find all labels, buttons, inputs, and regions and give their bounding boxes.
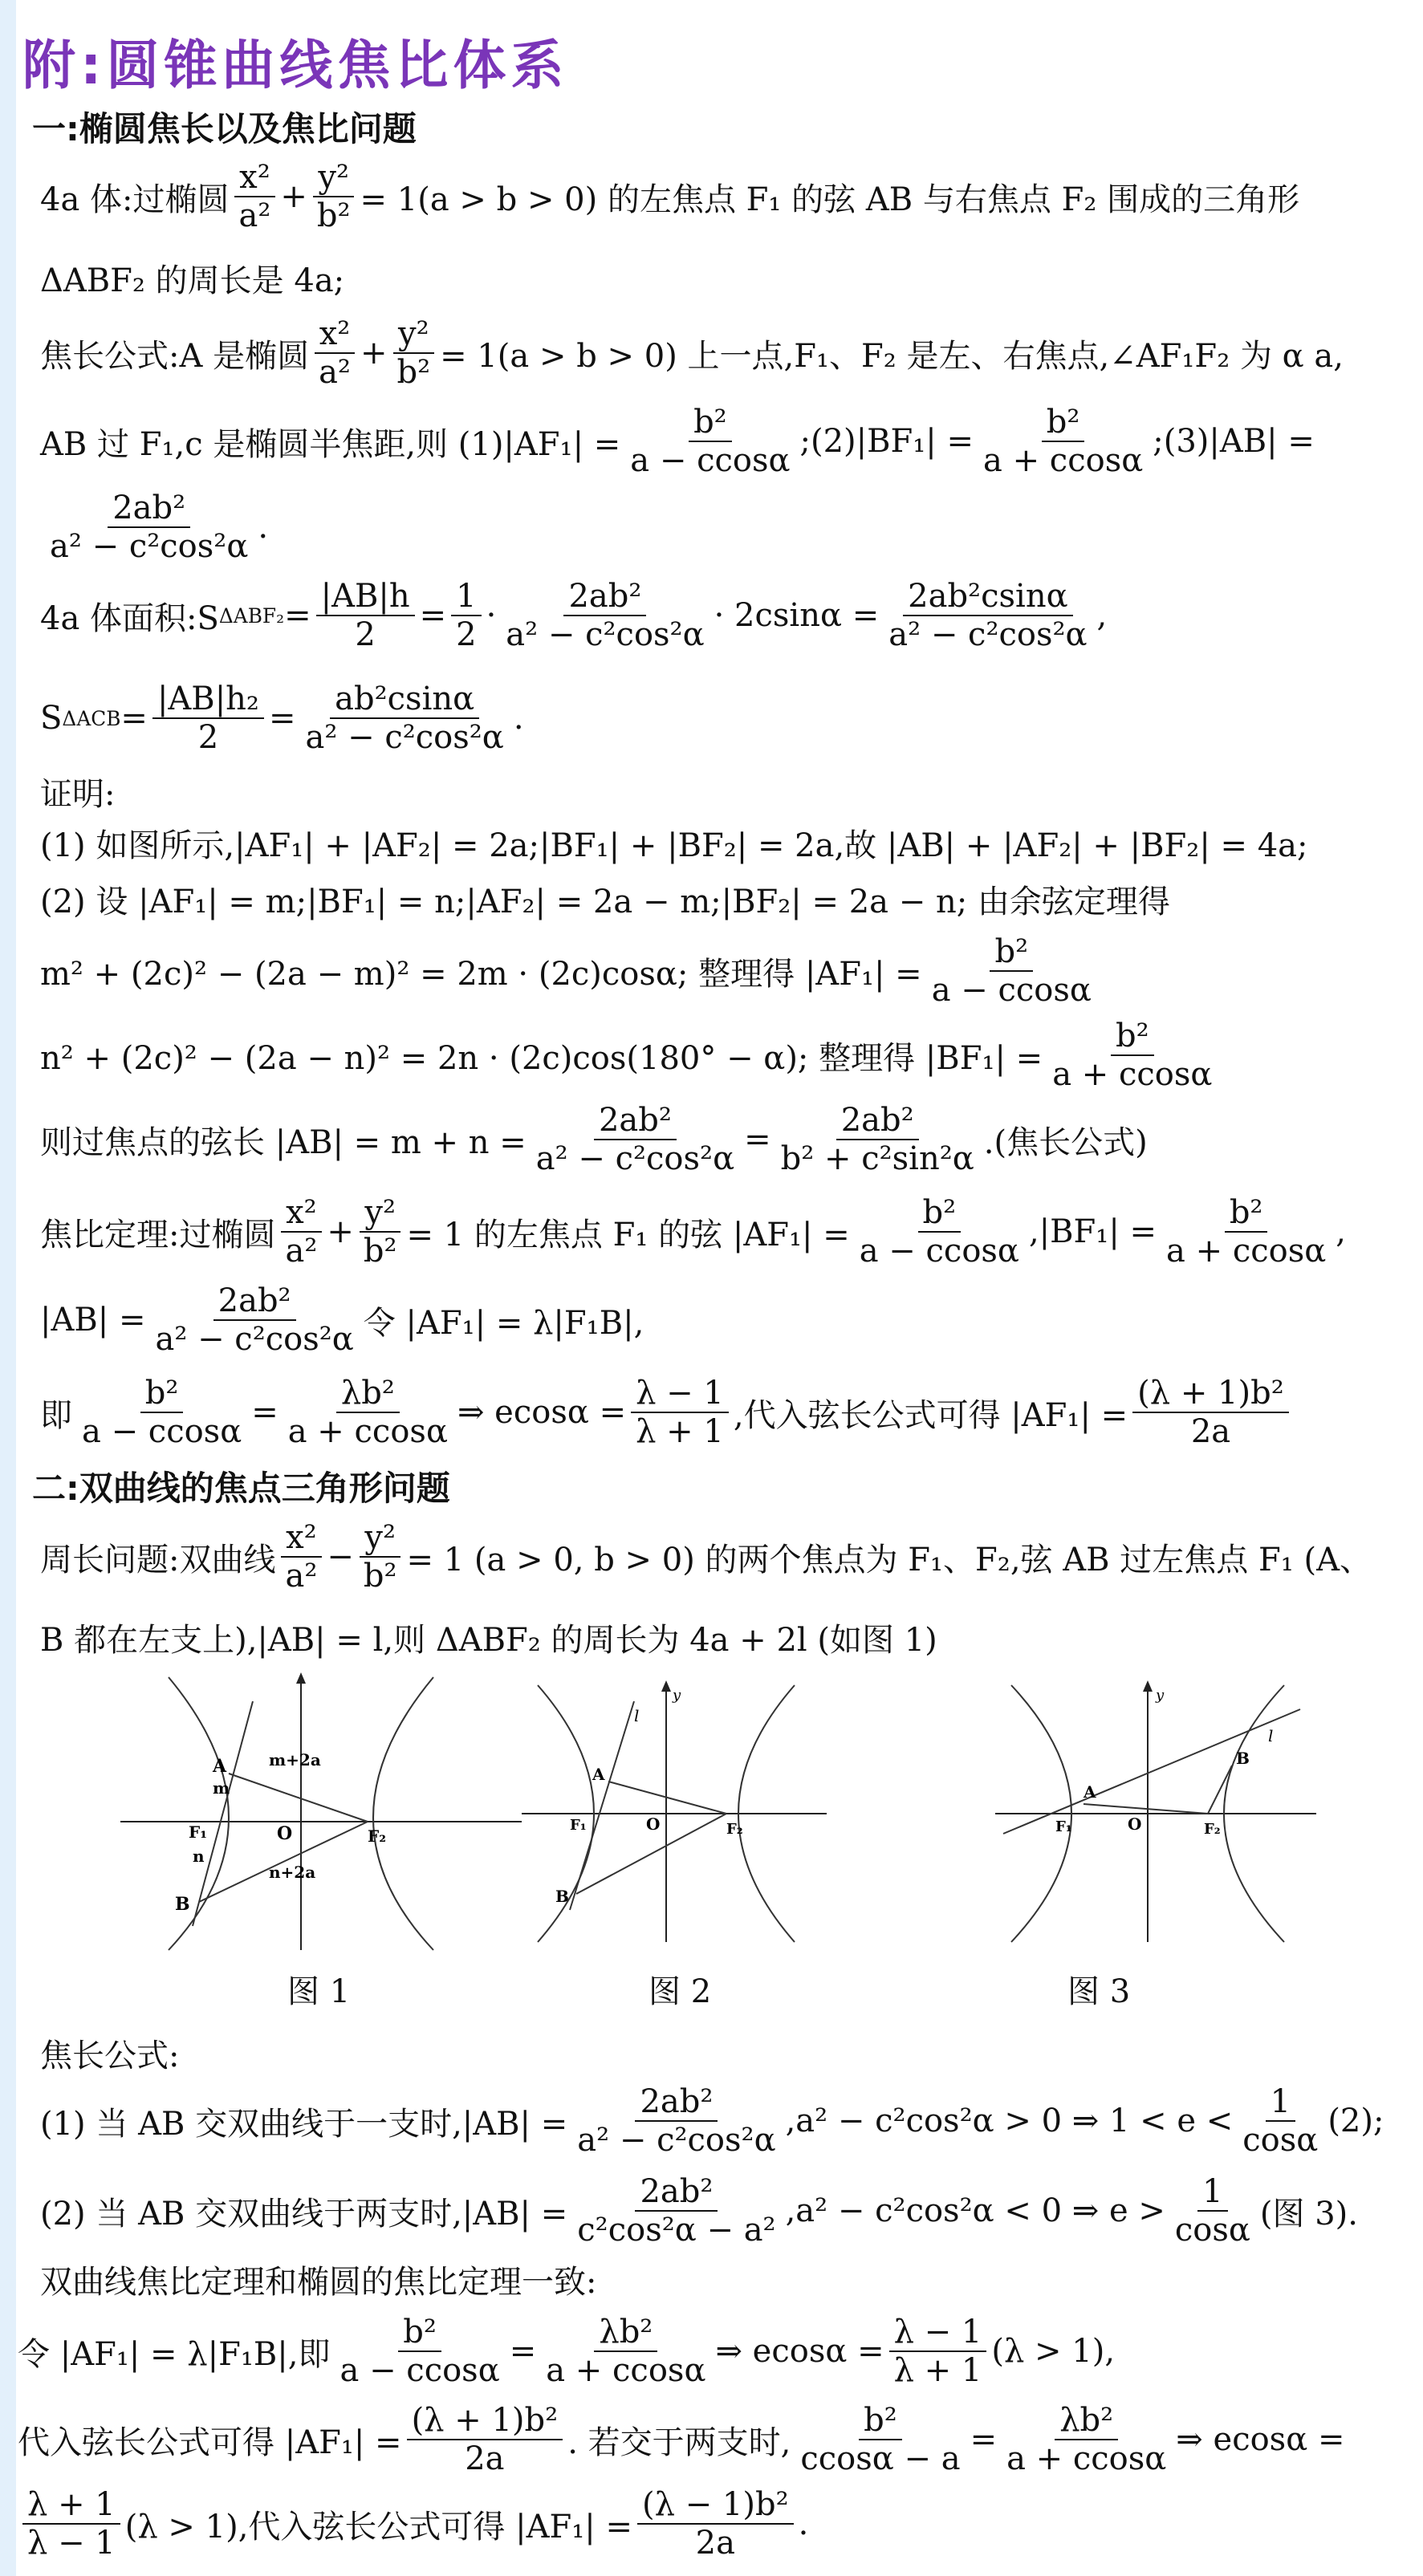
fraction	[1170, 2175, 1255, 2247]
label-m2a: m+2a	[269, 1750, 321, 1769]
focal-length-formulas	[40, 405, 1315, 477]
label-a: A	[592, 1765, 605, 1784]
fraction	[572, 2085, 780, 2157]
plus: +	[360, 335, 388, 372]
fraction	[776, 1103, 979, 1176]
denominator: b²	[363, 1558, 397, 1595]
caption-fig-1: 图 1	[287, 1973, 351, 2010]
label-o: O	[646, 1814, 661, 1834]
caption-fig-3: 图 3	[1067, 1973, 1131, 2010]
numerator: 2ab²	[836, 1103, 919, 1140]
denominator: a²	[285, 1558, 318, 1595]
numerator: (λ + 1)b²	[1132, 1376, 1289, 1413]
chord-length-formula	[40, 491, 268, 563]
fraction	[316, 579, 415, 652]
text-run: 令 |AF₁| = λ|F₁B|,即	[18, 2335, 331, 2373]
figure-1	[112, 1669, 530, 1958]
hyperbola-focal-length-label: 焦长公式:	[40, 2038, 180, 2074]
text-run: · 2csinα =	[714, 597, 880, 634]
page-title: 附:圆锥曲线焦比体系	[22, 35, 569, 96]
text-run: ,	[1336, 1213, 1346, 1250]
ellipse-4a-statement	[40, 160, 1299, 233]
segment-bf2	[1208, 1765, 1232, 1814]
text-run: ;(3)|AB| =	[1153, 423, 1315, 460]
denominator: a² − c²cos²α	[50, 528, 249, 565]
text-run: ⇒ ecosα =	[1176, 2421, 1345, 2458]
label-a: A	[1084, 1782, 1096, 1802]
numerator: λ − 1	[631, 1376, 729, 1413]
focal-ratio-theorem	[40, 1196, 1346, 1268]
fraction	[978, 405, 1148, 477]
denominator: a − ccosα	[339, 2352, 500, 2389]
proof-step-2: (2) 设 |AF₁| = m;|BF₁| = n;|AF₂| = 2a − m;|BF₂| = 2a − n; 由余弦定理得	[40, 884, 1170, 920]
fraction	[501, 579, 709, 652]
numerator: x²	[315, 317, 356, 354]
chord-l	[570, 1701, 634, 1910]
text-run: (1) 当 AB 交双曲线于一支时,|AB| =	[40, 2105, 568, 2143]
label-o: O	[1128, 1814, 1142, 1834]
label-f2: F₂	[1204, 1821, 1221, 1838]
denominator: a²	[319, 354, 351, 391]
denominator: a² − c²cos²α	[305, 719, 504, 756]
numerator: 2ab²	[635, 2085, 718, 2122]
text-run: 代入弦长公式可得 |AF₁| =	[18, 2424, 402, 2461]
denominator: a − ccosα	[82, 1413, 242, 1450]
label-b: B	[175, 1894, 190, 1915]
left-accent-strip	[0, 0, 16, 2576]
y-axis-arrow	[661, 1680, 671, 1692]
numerator: b²	[398, 2315, 441, 2352]
denominator: a² − c²cos²α	[535, 1140, 735, 1177]
hyperbola-ratio-3	[18, 2488, 808, 2560]
text-run: 4a 体:过椭圆	[40, 181, 230, 218]
denominator: λ + 1	[893, 2352, 982, 2389]
fraction	[283, 1376, 453, 1448]
label-m: m	[213, 1778, 230, 1798]
caption-fig-2: 图 2	[648, 1973, 712, 2010]
denominator: b²	[363, 1233, 397, 1270]
text-run: |AB| =	[40, 1302, 146, 1339]
hyperbola-two-branch	[40, 2175, 1358, 2247]
fraction	[359, 1196, 402, 1268]
text-run: ,代入弦长公式可得 |AF₁| =	[733, 1396, 1128, 1434]
area-formula-2	[40, 682, 524, 754]
y-axis-arrow	[1143, 1680, 1153, 1692]
proof-step-1: (1) 如图所示,|AF₁| + |AF₂| = 2a;|BF₁| + |BF₂| = 2a,故 |AB| + |AF₂| + |BF₂| = 4a;	[40, 827, 1308, 864]
denominator: a + ccosα	[1006, 2440, 1167, 2477]
text-run: (λ > 1),代入弦长公式可得 |AF₁| =	[124, 2508, 632, 2546]
numerator: λb²	[1055, 2403, 1118, 2440]
numerator: (λ − 1)b²	[637, 2488, 794, 2525]
fraction	[1132, 1376, 1289, 1448]
text-run: (图 3).	[1259, 2195, 1358, 2233]
numerator: b²	[918, 1196, 962, 1233]
label-l: l	[1268, 1726, 1274, 1745]
numerator: λ + 1	[22, 2488, 120, 2525]
fraction	[451, 579, 481, 652]
denominator: a − ccosα	[859, 1233, 1019, 1270]
fraction	[22, 2488, 120, 2560]
text-run: m² + (2c)² − (2a − m)² = 2m · (2c)cosα; 整理得 |AF₁| =	[40, 955, 922, 993]
fraction	[359, 1521, 402, 1593]
fraction	[631, 1376, 729, 1448]
text-run: =	[268, 700, 296, 737]
denominator: cosα	[1174, 2212, 1250, 2249]
numerator: 2ab²	[108, 491, 190, 528]
denominator: 2	[197, 719, 219, 756]
fraction	[855, 1196, 1024, 1268]
segment-af2	[608, 1782, 726, 1814]
text-run: =	[284, 597, 311, 634]
denominator: a² − c²cos²α	[506, 616, 705, 653]
numerator: (λ + 1)b²	[407, 2403, 563, 2440]
plus: +	[280, 178, 307, 215]
label-y: y	[673, 1687, 681, 1704]
numerator: |AB|h	[316, 579, 415, 616]
focal-ratio-result	[40, 1376, 1294, 1448]
denominator: a² − c²cos²α	[155, 1321, 354, 1358]
text-run: ,a² − c²cos²α > 0 ⇒ 1 < e <	[785, 2103, 1234, 2139]
numerator: λ − 1	[889, 2315, 987, 2352]
fraction	[280, 1521, 322, 1593]
text-run: =	[251, 1394, 279, 1431]
numerator: 2ab²csinα	[903, 579, 1072, 616]
fraction	[541, 2315, 710, 2387]
text-run: ⇒ ecosα =	[457, 1394, 627, 1431]
denominator: λ − 1	[27, 2525, 116, 2562]
hyperbola-ratio-2	[18, 2403, 1344, 2476]
focal-length-intro	[40, 317, 1344, 389]
numerator: b²	[1225, 1196, 1268, 1233]
section-ellipse-heading: 一:椭圆焦长以及焦比问题	[32, 109, 417, 148]
fraction	[280, 1196, 322, 1268]
proof-step-3	[40, 935, 1101, 1007]
text-run: =	[509, 2333, 537, 2370]
numerator: |AB|h₂	[152, 682, 264, 719]
label-f2: F₂	[368, 1826, 386, 1846]
denominator: cosα	[1242, 2122, 1319, 2159]
subscript: ΔABF₂	[218, 603, 285, 628]
label-a: A	[213, 1756, 227, 1777]
text-run: 焦比定理:过椭圆	[40, 1216, 276, 1253]
fraction	[300, 682, 508, 754]
denominator: a²	[285, 1233, 318, 1270]
denominator: a + ccosα	[1052, 1056, 1213, 1093]
label-b: B	[1236, 1749, 1250, 1768]
numerator: y²	[313, 160, 354, 197]
numerator: 2ab²	[635, 2175, 718, 2212]
text-run: n² + (2c)² − (2a − n)² = 2n · (2c)cos(180° − α); 整理得 |BF₁| =	[40, 1039, 1043, 1077]
denominator: ccosα − a	[800, 2440, 961, 2477]
denominator: a² − c²cos²α	[577, 2122, 776, 2159]
proof-step-4	[40, 1019, 1222, 1091]
label-b: B	[555, 1887, 569, 1906]
plus: +	[327, 1213, 354, 1250]
text-run: ,	[1096, 597, 1108, 634]
fraction	[572, 2175, 780, 2247]
label-l: l	[634, 1706, 640, 1725]
fraction	[152, 682, 264, 754]
label-f1: F₁	[189, 1822, 207, 1842]
text-run: S	[40, 700, 63, 737]
denominator: a + ccosα	[287, 1413, 448, 1450]
fraction	[234, 160, 276, 233]
chord-ab	[193, 1701, 253, 1926]
fraction	[884, 579, 1092, 652]
denominator: a²	[238, 197, 271, 234]
numerator: b²	[990, 935, 1033, 972]
label-f1: F₁	[570, 1817, 587, 1834]
text-run: 周长问题:双曲线	[40, 1541, 276, 1579]
proof-label: 证明:	[40, 776, 116, 813]
text-run: 令 |AF₁| = λ|F₁B|,	[363, 1304, 644, 1342]
fraction	[1047, 1019, 1217, 1091]
text-run: .	[798, 2505, 809, 2542]
text-run: .	[513, 700, 524, 737]
numerator: ab²csinα	[330, 682, 479, 719]
section-hyperbola-heading: 二:双曲线的焦点三角形问题	[32, 1469, 450, 1508]
denominator: 2a	[695, 2525, 735, 2562]
numerator: x²	[281, 1521, 322, 1558]
text-run: ,a² − c²cos²α < 0 ⇒ e >	[785, 2192, 1165, 2229]
fraction	[312, 160, 356, 233]
denominator: a + ccosα	[546, 2352, 706, 2389]
numerator: b²	[859, 2403, 902, 2440]
fraction	[150, 1284, 358, 1356]
text-run: =	[120, 700, 148, 737]
fraction	[1002, 2403, 1171, 2476]
fraction	[625, 405, 795, 477]
figure-2	[514, 1669, 835, 1958]
numerator: x²	[234, 160, 275, 197]
denominator: a + ccosα	[1166, 1233, 1327, 1270]
fraction	[889, 2315, 987, 2387]
text-run: (2);	[1327, 2103, 1384, 2139]
label-n2a: n+2a	[269, 1863, 316, 1882]
numerator: b²	[1111, 1019, 1154, 1056]
label-f1: F₁	[1055, 1818, 1072, 1835]
denominator: 2	[355, 616, 376, 653]
area-formula	[40, 579, 1107, 652]
text-run: (λ > 1),	[991, 2333, 1116, 2370]
text-run: = 1 的左焦点 F₁ 的弦 |AF₁| =	[406, 1216, 850, 1253]
denominator: b²	[316, 197, 351, 234]
denominator: a + ccosα	[983, 442, 1144, 479]
segment-af2	[1084, 1804, 1208, 1814]
text-run: . 若交于两支时,	[567, 2424, 791, 2461]
fraction	[531, 1103, 739, 1176]
text-run: ⇒ ecosα =	[715, 2333, 884, 2370]
fraction	[407, 2403, 563, 2476]
fraction	[392, 317, 435, 389]
numerator: b²	[140, 1376, 184, 1413]
numerator: y²	[360, 1196, 400, 1233]
text-run: = 1 (a > 0, b > 0) 的两个焦点为 F₁、F₂,弦 AB 过左焦点 F₁ (A、	[406, 1541, 1372, 1579]
subscript: ΔACB	[62, 706, 121, 730]
numerator: x²	[281, 1196, 322, 1233]
fraction	[1238, 2085, 1323, 2157]
text-run: ;(2)|BF₁| =	[799, 423, 974, 460]
text-run: (2) 当 AB 交双曲线于两支时,|AB| =	[40, 2195, 568, 2233]
label-y: y	[1156, 1687, 1165, 1704]
text-run: 即	[40, 1396, 72, 1434]
hyperbola-ratio-1	[18, 2315, 1115, 2387]
fraction	[1161, 1196, 1331, 1268]
text-run: = 1(a > b > 0) 的左焦点 F₁ 的弦 AB 与右焦点 F₂ 围成的三角形	[360, 181, 1300, 218]
text-run: ,|BF₁| =	[1028, 1213, 1157, 1250]
numerator: 2ab²	[563, 579, 646, 616]
numerator: b²	[1042, 405, 1085, 442]
denominator: λ + 1	[636, 1413, 724, 1450]
numerator: y²	[393, 317, 434, 354]
label-f2: F₂	[726, 1821, 743, 1838]
text-run: 4a 体面积:S	[40, 599, 219, 637]
text-run: AB 过 F₁,c 是椭圆半焦距,则 (1)|AF₁| =	[40, 425, 621, 463]
fraction	[637, 2488, 794, 2560]
text-run: 则过焦点的弦长 |AB| = m + n =	[40, 1123, 527, 1161]
label-o: O	[277, 1823, 293, 1844]
numerator: y²	[360, 1521, 400, 1558]
denominator: a − ccosα	[630, 442, 791, 479]
text-run: =	[419, 597, 447, 634]
y-axis-arrow	[296, 1672, 306, 1684]
numerator: 1	[1266, 2085, 1295, 2122]
fraction	[45, 491, 253, 563]
denominator: 2a	[465, 2440, 505, 2477]
text-run: .	[258, 509, 269, 546]
numerator: 2ab²	[213, 1284, 296, 1321]
fraction	[77, 1376, 246, 1448]
denominator: b²	[396, 354, 431, 391]
numerator: λb²	[336, 1376, 400, 1413]
ellipse-perimeter: ΔABF₂ 的周长是 4a;	[40, 262, 345, 299]
fraction	[795, 2403, 965, 2476]
hyperbola-one-branch	[40, 2085, 1384, 2157]
text-run: 焦长公式:A 是椭圆	[40, 337, 310, 375]
numerator: 1	[451, 579, 481, 616]
fraction	[927, 935, 1096, 1007]
figure-3	[987, 1669, 1324, 1958]
proof-step-5	[40, 1103, 1148, 1176]
right-branch	[373, 1677, 433, 1950]
numerator: b²	[689, 405, 732, 442]
hyperbola-perimeter-statement	[40, 1521, 1372, 1593]
segment-af2	[229, 1774, 368, 1822]
denominator: a² − c²cos²α	[888, 616, 1088, 653]
focal-ratio-ab	[40, 1284, 644, 1356]
chord-l	[1003, 1709, 1300, 1834]
numerator: 1	[1197, 2175, 1227, 2212]
hyperbola-perimeter-result: B 都在左支上),|AB| = l,则 ΔABF₂ 的周长为 4a + 2l (如图 1)	[40, 1622, 937, 1659]
text-run: .(焦长公式)	[983, 1123, 1148, 1161]
text-run: = 1(a > b > 0) 上一点,F₁、F₂ 是左、右焦点,∠AF₁F₂ 为 α a,	[440, 337, 1344, 375]
denominator: 2a	[1190, 1413, 1231, 1450]
denominator: a − ccosα	[931, 972, 1092, 1009]
label-n: n	[193, 1847, 205, 1866]
numerator: 2ab²	[594, 1103, 677, 1140]
fraction	[314, 317, 356, 389]
minus: −	[327, 1538, 354, 1575]
denominator: 2	[456, 616, 477, 653]
denominator: b² + c²sin²α	[780, 1140, 974, 1177]
text-run: ·	[486, 597, 497, 634]
denominator: c²cos²α − a²	[577, 2212, 776, 2249]
hyperbola-ratio-intro: 双曲线焦比定理和椭圆的焦比定理一致:	[40, 2264, 597, 2301]
fraction	[335, 2315, 505, 2387]
text-run: =	[744, 1121, 771, 1158]
text-run: =	[970, 2421, 998, 2458]
numerator: λb²	[594, 2315, 657, 2352]
